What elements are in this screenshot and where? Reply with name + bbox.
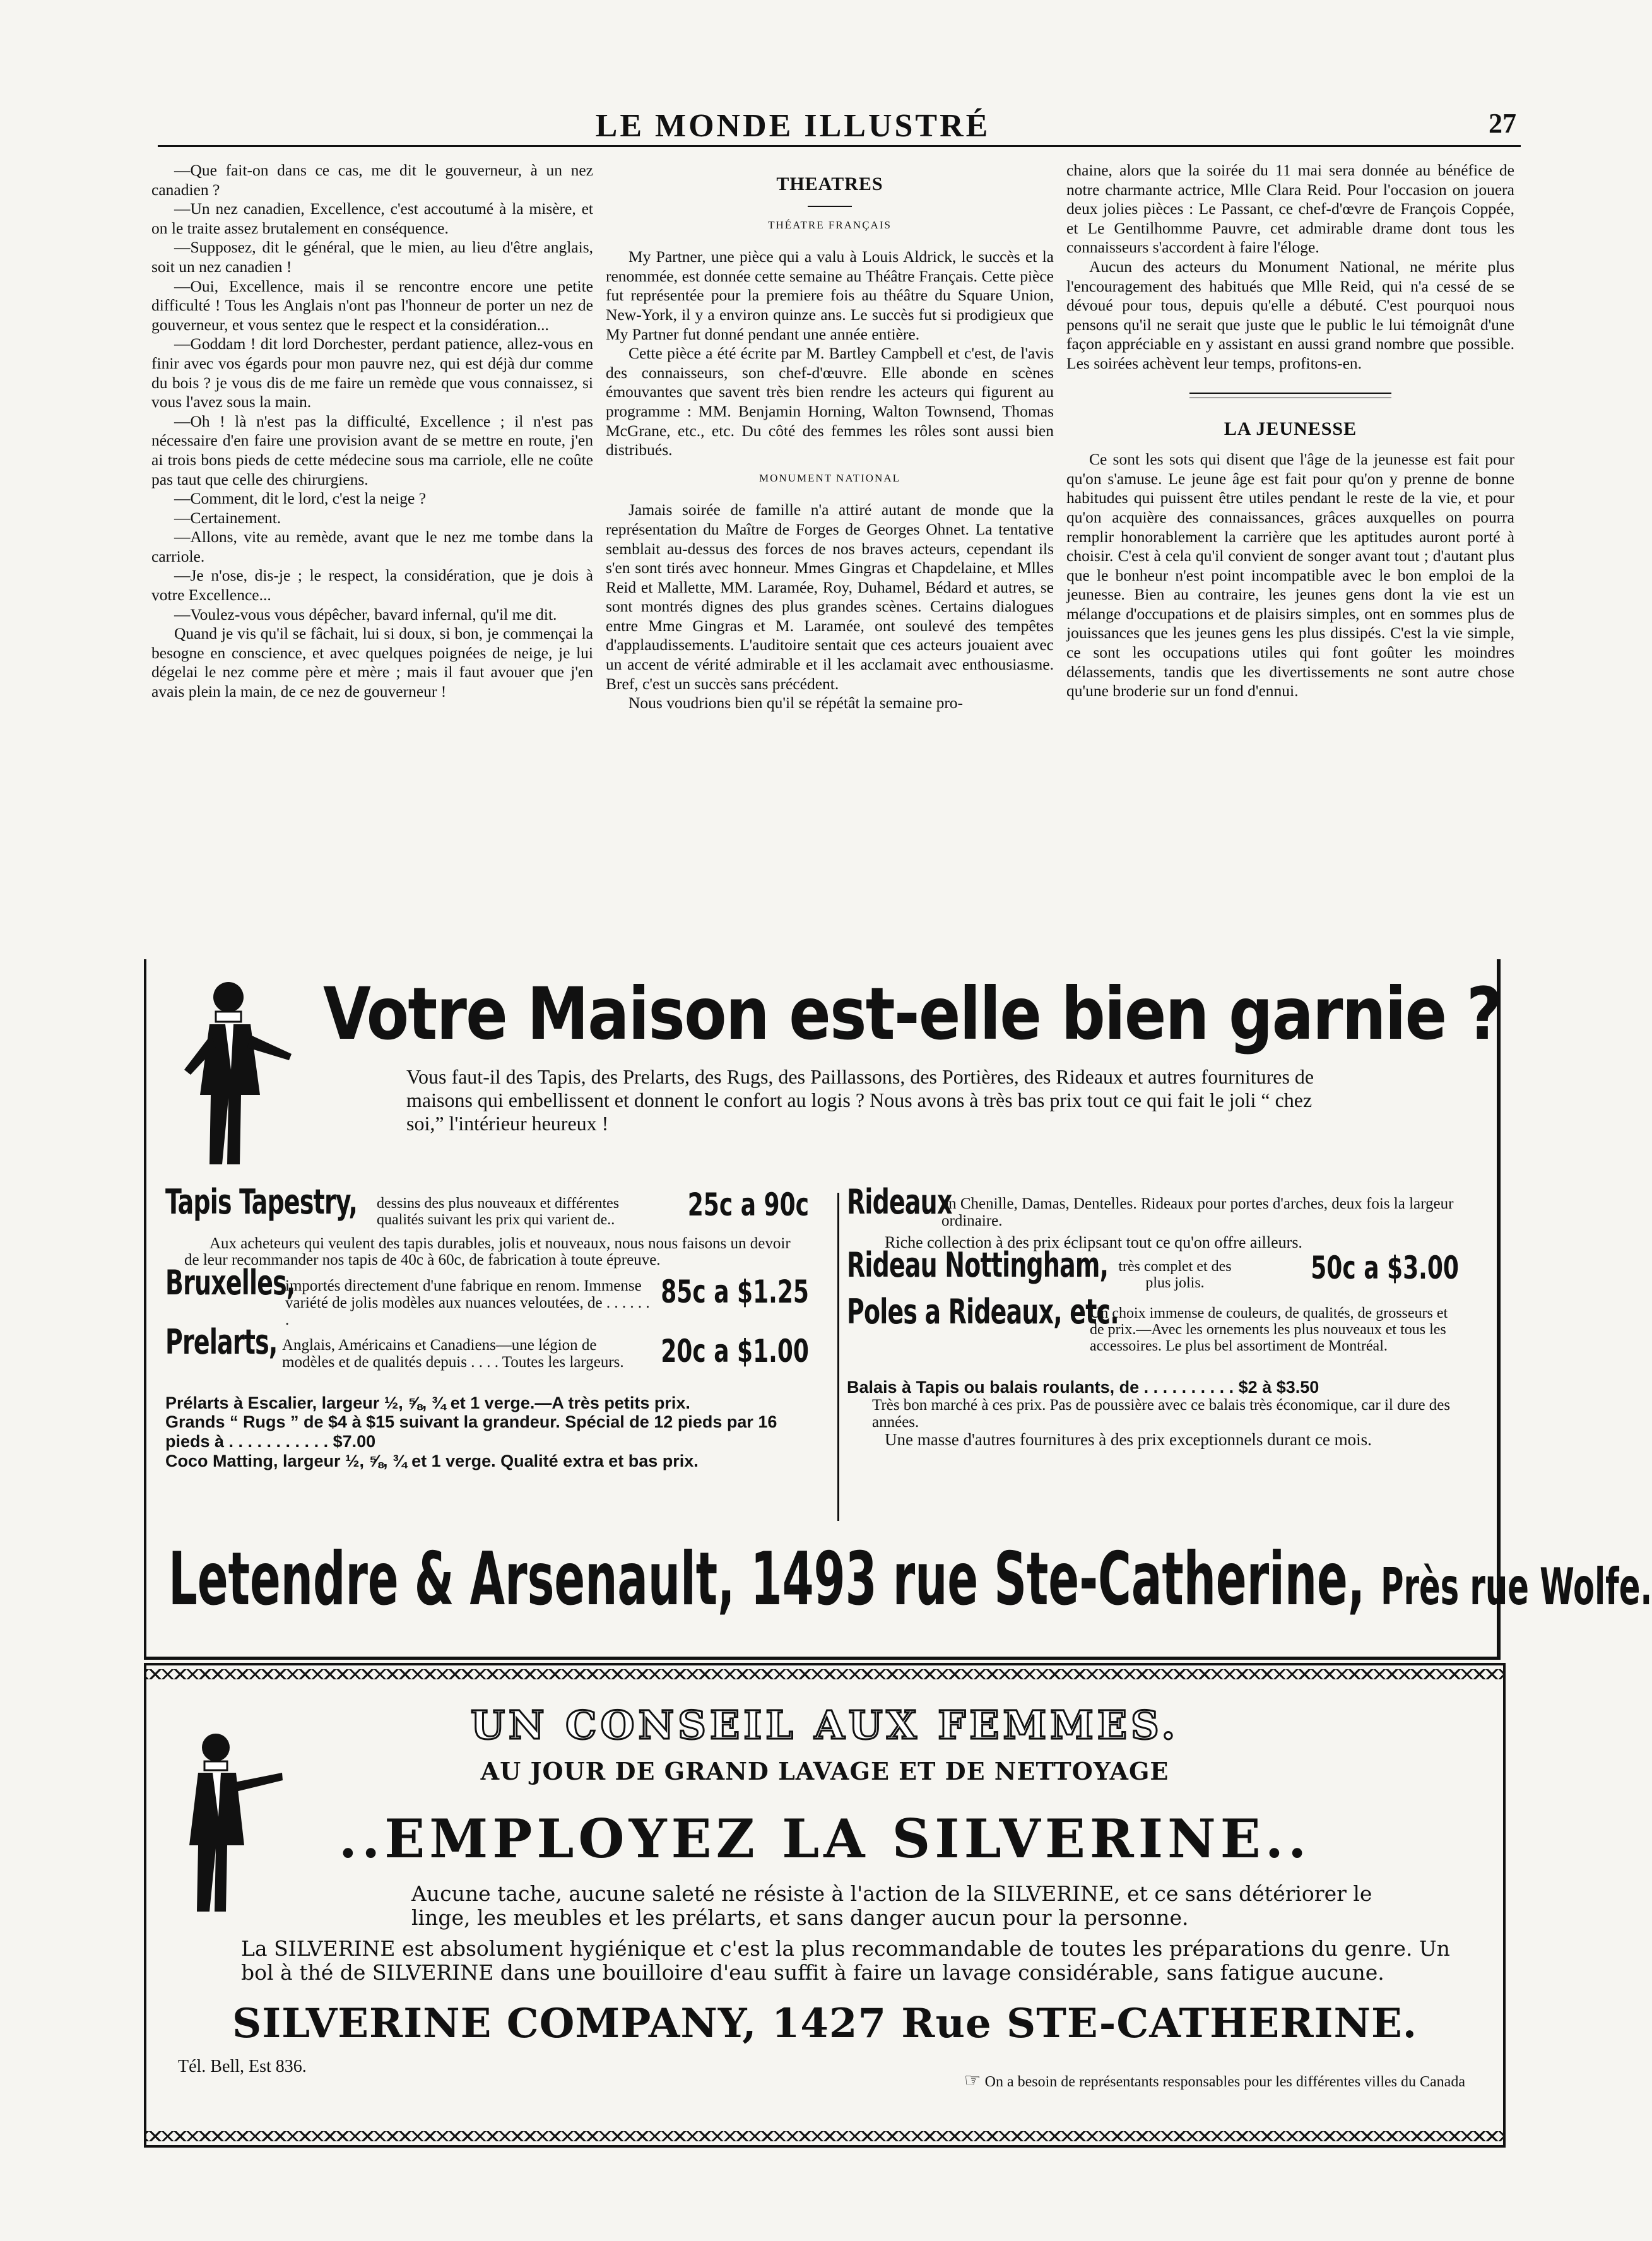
decorative-border — [146, 1669, 1503, 1679]
subheading-theatre-francais: THÉATRE FRANÇAIS — [768, 218, 892, 231]
representatives-note — [964, 2069, 1465, 2091]
paragraph: —Oui, Excellence, mais il se rencontre encore une petite difficulté ! Tous les Anglais n'ont pas l'honneur de porter un nez de gouverneur, et vous sentez que le respect et la considération... — [151, 276, 593, 334]
paragraph: —Que fait-on dans ce cas, me dit le gouverneur, à un nez canadien ? — [151, 161, 593, 199]
ad-line: Grands “ Rugs ” de $4 à $15 suivant la grandeur. Spécial de 12 pieds par 16 pieds à . . . . . . . . . . . $7.00 — [165, 1412, 777, 1451]
representatives-text: On a besoin de représentants responsables pour les différentes villes du Canada — [984, 2074, 1465, 2090]
paragraph: Aucun des acteurs du Monument National, ne mérite plus l'encouragement des habitués que Mlle Reid, qui n'a cessé de se dévoué pour tous, depuis qu'elle a débuté. C'est pourquoi nous pensons qu'il ne serait que juste que le public le lui témoignât d'une façon appréciable en y assistant en aussi grand nombre que possible. Les soirées achèvent leur temps, profitons-en. — [1066, 257, 1514, 372]
ad-footer — [168, 1537, 1652, 1622]
product-price: 50c a $3.00 — [1311, 1250, 1459, 1286]
product-desc: Un choix immense de couleurs, de qualités, de grosseurs et de prix.—Avec les ornements les plus nouveaux et tous les accessoires. Le plus bel assortiment de Montréal. — [1090, 1305, 1448, 1354]
double-divider — [1189, 393, 1391, 398]
store-location: Près rue Wolfe. — [1381, 1558, 1652, 1616]
paragraph: Nous voudrions bien qu'il se répétât la semaine pro- — [628, 694, 964, 713]
product-desc: très complet et des plus jolis. — [1118, 1258, 1232, 1291]
column-1 — [151, 161, 593, 702]
product-price: 20c a $1.00 — [661, 1333, 809, 1369]
paragraph: —Allons, vite au remède, avant que le nez me tombe dans la carriole. — [151, 528, 593, 565]
paragraph: Jamais soirée de famille n'a attiré autant de monde que la représentation du Maître de Forges de Georges Ohnet. La tentative semblait au-dessus des forces de nos braves acteurs, cependant ils s'en sont tirés avec honneur. Mmes Gingras et Chapdelaine, et Mlles Reid et Mallette, MM. Laramée, Roy, Duhamel, Bédard et autres, se sont montrés dignes des plus grandes scènes. Certains dialogues entre Mme Gingras et M. Laramée, ont soulevé des tempêtes d'applaudissements. L'auditoire sentait que ces acteurs jouaient avec un accent de vérité admirable et il les acclamait avec enthousiasme. Bref, c'est un succès sans précédent. — [606, 500, 1054, 693]
paragraph: —Je n'ose, dis-je ; le respect, la considération, que je dois à votre Excellence... — [151, 566, 593, 605]
advertisement-letendre-arsenault — [144, 959, 1652, 1660]
section-heading-jeunesse: LA JEUNESSE — [1224, 418, 1357, 439]
ad-line: Prélarts à Escalier, largeur ½, ⅝, ¾ et 1 verge.—A très petits prix. — [165, 1393, 690, 1412]
product-note: Riche collection à des prix éclipsant tout ce qu'on offre ailleurs. — [885, 1233, 1302, 1251]
product-name: Tapis Tapestry, — [165, 1182, 358, 1222]
product-price: 85c a $1.25 — [661, 1274, 809, 1310]
column-3 — [1066, 161, 1514, 701]
product-note: Aux acheteurs qui veulent des tapis durables, jolis et nouveaux, nous nous faisons un devoir de leur recommander nos tapis de 40c à 60c, de fabrication à toute épreuve. — [184, 1235, 791, 1268]
paragraph: My Partner, une pièce qui a valu à Louis Aldrick, le succès et la renommée, est donnée cette semaine au Théâtre Français. Cette pièce fut représentée pour la premiere fois au théâtre du Square Union, New-York, il y a environ quinze ans. Le succès fut si prodigieux que My Partner fut donné pendant une année entière. — [606, 247, 1054, 343]
ad-line: Coco Matting, largeur ½, ⅝, ¾ et 1 verge. Qualité extra et bas prix. — [165, 1452, 699, 1470]
page-title: LE MONDE ILLUSTRÉ — [595, 108, 991, 144]
subheading-monument-national: MONUMENT NATIONAL — [759, 471, 900, 484]
header-rule — [158, 145, 1521, 147]
product-name: Prelarts, — [165, 1322, 278, 1362]
advertisement-silverine — [144, 1663, 1506, 2148]
column-2 — [606, 161, 1054, 713]
product-desc: dessins des plus nouveaux et différentes qualités suivant les prix qui varient de.. — [377, 1195, 620, 1228]
paragraph: Quand je vis qu'il se fâchait, lui si doux, si bon, je commençai la besogne en conscience, et avec quelques poignées de neige, je lui dégelai le nez comme père et mère ; mais il faut avouer que j'en avais plein la main, de ce nez de gouverneur ! — [151, 624, 593, 701]
paragraph: —Oh ! là n'est pas la difficulté, Excellence ; il n'est pas nécessaire d'en faire une provision avant de se mettre en route, j'en ai trois bons pieds de cette médecine sous ma carriole, elle ne coûte pas taut que celle des chirurgiens. — [151, 411, 593, 488]
product-name: Bruxelles, — [165, 1263, 295, 1303]
ad-right-column — [847, 1182, 1472, 1449]
telephone: Tél. Bell, Est 836. — [178, 2057, 307, 2076]
paragraph: —Certainement. — [174, 508, 281, 527]
paragraph: —Supposez, dit le général, que le mien, au lieu d'être anglais, soit un nez canadien ! — [151, 238, 593, 276]
paragraph: —Goddam ! dit lord Dorchester, perdant patience, allez-vous en finir avec vos égards pour mon pauvre nez, qui est déjà dur comme du bois ? je vous dis de me faire un remède que vous connaissez, si vous l'avez sous la main. — [151, 334, 593, 411]
ad-intro: Vous faut-il des Tapis, des Prelarts, des Rugs, des Paillassons, des Portières, des Rideaux et autres fournitures de maisons qui embellissent et donnent le confort au logis ? Nous avons à très bas prix tout ce qui fait le joli “ chez soi,” l'intérieur heureux ! — [406, 1065, 1314, 1135]
ad-left-column — [165, 1182, 822, 1470]
ad-line: Balais à Tapis ou balais roulants, de . . . . . . . . . . $2 à $3.50 — [847, 1378, 1319, 1397]
paragraph: —Un nez canadien, Excellence, c'est accoutumé à la misère, et on le traite assez brutalement en conséquence. — [151, 199, 593, 237]
paragraph: chaine, alors que la soirée du 11 mai sera donnée au bénéfice de notre charmante actrice, Mlle Clara Reid. Pour l'occasion on jouera deux jolies pièces : Le Passant, ce chef-d'œvre de François Coppée, et Le Gentilhomme Pauvre, cet admirable drame dont tous les connaisseurs s'accordent à faire l'éloge. — [1066, 161, 1514, 257]
store-address: 1493 rue Ste-Catherine, — [750, 1537, 1366, 1622]
product-desc: en Chenille, Damas, Dentelles. Rideaux pour portes d'arches, deux fois la largeur ordinaire. — [941, 1195, 1454, 1229]
ad-title: UN CONSEIL AUX FEMMES. — [470, 1702, 1179, 1748]
pointing-hand-icon: ☞ — [964, 2070, 981, 2091]
company-name: SILVERINE COMPANY, 1427 Rue STE-CATHERINE. — [232, 2000, 1417, 2047]
ad-headline: Votre Maison est-elle bien garnie ? — [323, 972, 1502, 1056]
paragraph: Ce sont les sots qui disent que l'âge de la jeunesse est fait pour qu'on s'amuse. Le jeune âge est fait pour qu'on y prenne de bonne habitudes qui puissent être utiles pendant le reste de la vie, et pour qu'on acquière des connaissances, grâces auxquelles on pourra remplir honorablement la carrière que les aptitudes auront porté à choisir. C'est à cela qu'il convient de songer avant tout ; d'autant plus que le bonheur n'est point incompatible avec le bon emploi de la jeunesse. Bien au contraire, les jeunes gens dont la vie est un mélange d'occupations et de plaisirs simples, ont en sommes plus de jouissances que les jeunes gens les plus dissipés. C'est la vie simple, ce sont les occupations utiles qui font goûter les moindres délassements, tandis que les divertissements ne sont autre chose qu'une broderie sur un fond d'ennui. — [1066, 450, 1514, 701]
paragraph: —Comment, dit le lord, c'est la neige ? — [174, 489, 427, 508]
ad-line: Une masse d'autres fournitures à des prix exceptionnels durant ce mois. — [885, 1430, 1372, 1449]
product-desc: importés directement d'une fabrique en renom. Immense variété de jolis modèles aux nuances veloutées, de . . . . . . . — [285, 1277, 650, 1328]
paragraph: Cette pièce a été écrite par M. Bartley Campbell et c'est, de l'avis des connaisseurs, son chef-d'œuvre. Elle abonde en scènes émouvantes que savent très bien rendre les acteurs qui figurent au programme : MM. Benjamin Horning, Walton Townsend, Thomas McGrane, etc., etc. Du côté des femmes les rôles sont aussi bien distribués. — [606, 344, 1054, 459]
decorative-border — [146, 2131, 1503, 2141]
ad-body: Aucune tache, aucune saleté ne résiste à l'action de la SILVERINE, et ce sans détériorer le linge, les meubles et les prélarts, et sans danger aucun pour la personne. — [411, 1881, 1372, 1930]
product-desc: Anglais, Américains et Canadiens—une légion de modèles et de qualités depuis . . . . Toutes les largeurs. — [282, 1337, 624, 1371]
divider — [837, 1193, 839, 1521]
ad-headline: ..EMPLOYEZ LA SILVERINE.. — [338, 1807, 1311, 1870]
product-name: Rideau Nottingham, — [847, 1245, 1109, 1285]
product-price: 25c a 90c — [687, 1186, 809, 1223]
product-name: Rideaux — [847, 1182, 952, 1222]
ad-subtitle: AU JOUR DE GRAND LAVAGE ET DE NETTOYAGE — [480, 1757, 1169, 1785]
store-name: Letendre & Arsenault, — [168, 1537, 735, 1622]
waiter-figure-icon — [165, 975, 298, 1171]
page-number: 27 — [1489, 108, 1516, 139]
ad-body: La SILVERINE est absolument hygiénique et c'est la plus recommandable de toutes les préparations du genre. Un bol à thé de SILVERINE dans une bouilloire d'eau suffit à faire un lavage considérable, sans fatigue aucune. — [241, 1936, 1450, 1985]
divider — [808, 206, 852, 207]
product-name: Poles a Rideaux, etc. — [847, 1292, 1119, 1332]
product-note: Très bon marché à ces prix. Pas de poussière avec ce balais très économique, car il dure des années. — [872, 1397, 1451, 1431]
paragraph: —Voulez-vous vous dépêcher, bavard infernal, qu'il me dit. — [174, 605, 557, 624]
section-heading-theatres: THEATRES — [776, 174, 883, 194]
